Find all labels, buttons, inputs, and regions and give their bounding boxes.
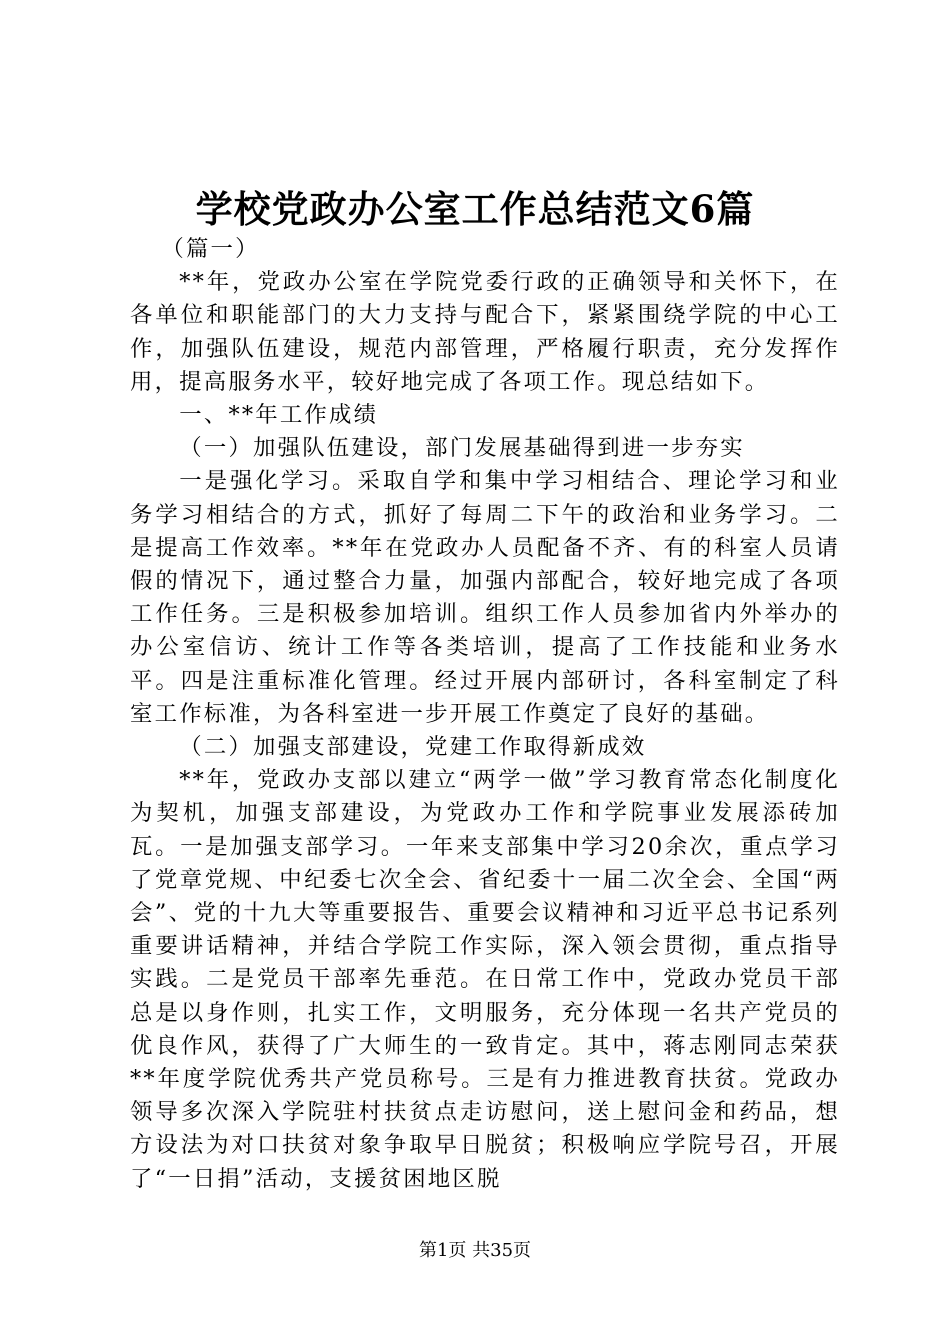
- page-footer: 第1页 共35页: [418, 1240, 532, 1261]
- document-title: 学校党政办公室工作总结范文6篇: [195, 187, 755, 231]
- document-body: [130, 233, 840, 1196]
- subsection-heading: （二）加强支部建设，党建工作取得新成效: [179, 734, 647, 761]
- body-paragraph: **年，党政办支部以建立“两学一做”学习教育常态化制度化为契机，加强支部建设，为党政办工作和学院事业发展添砖加瓦。一是加强支部学习。一年来支部集中学习20余次，重点学习了党章党规、中纪委七次全会、省纪委十一届二次全会、全国“两会”、党的十九大等重要报告、重要会议精神和习近平总书记系列重要讲话精神，并结合学院工作实际，深入领会贯彻，重点指导实践。二是党员干部率先垂范。在日常工作中，党政办党员干部总是以身作则，扎实工作，文明服务，充分体现一名共产党员的优良作风，获得了广大师生的一致肯定。其中，蒋志刚同志荣获**年度学院优秀共产党员称号。三是有力推进教育扶贫。党政办领导多次深入学院驻村扶贫点走访慰问，送上慰问金和药品，想方设法为对口扶贫对象争取早日脱贫；积极响应学院号召，开展了“一日捐”活动，支援贫困地区脱: [130, 767, 840, 1192]
- subsection-heading: （一）加强队伍建设，部门发展基础得到进一步夯实: [179, 435, 745, 462]
- body-paragraph: 一是强化学习。采取自学和集中学习相结合、理论学习和业务学习相结合的方式，抓好了每周二下午的政治和业务学习。二是提高工作效率。**年在党政办人员配备不齐、有的科室人员请假的情况下，通过整合力量，加强内部配合，较好地完成了各项工作任务。三是积极参加培训。组织工作人员参加省内外举办的办公室信访、统计工作等各类培训，提高了工作技能和业务水平。四是注重标准化管理。经过开展内部研讨，各科室制定了科室工作标准，为各科室进一步开展工作奠定了良好的基础。: [130, 468, 840, 727]
- section-label: （篇一）: [161, 236, 260, 262]
- section-heading: 一、**年工作成绩: [179, 402, 379, 429]
- body-paragraph: **年，党政办公室在学院党委行政的正确领导和关怀下，在各单位和职能部门的大力支持与配合下，紧紧围绕学院的中心工作，加强队伍建设，规范内部管理，严格履行职责，充分发挥作用，提高服务水平，较好地完成了各项工作。现总结如下。: [130, 269, 840, 395]
